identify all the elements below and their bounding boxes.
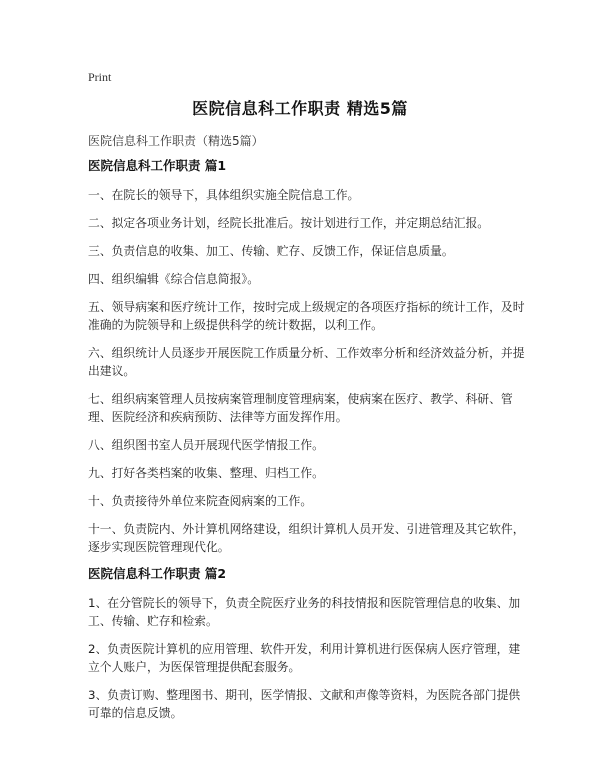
paragraph: 八、组织图书室人员开展现代医学情报工作。 xyxy=(88,438,324,452)
paragraph: 九、打好各类档案的收集、整理、归档工作。 xyxy=(88,466,324,480)
print-link[interactable]: Print xyxy=(88,70,112,84)
section-1 xyxy=(88,158,528,556)
paragraph: 3、负责订购、整理图书、期刊，医学情报、文献和声像等资料，为医院各部门提供可靠的信息反馈。 xyxy=(88,688,521,720)
paragraph: 三、负责信息的收集、加工、传输、贮存、反馈工作，保证信息质量。 xyxy=(88,244,454,258)
paragraph: 六、组织统计人员逐步开展医院工作质量分析、工作效率分析和经济效益分析，并提出建议。 xyxy=(88,346,525,378)
paragraph: 七、组织病案管理人员按病案管理制度管理病案，使病案在医疗、教学、科研、管理、医院经济和疾病预防、法律等方面发挥作用。 xyxy=(88,392,513,424)
paragraph: 1、在分管院长的领导下，负责全院医疗业务的科技情报和医院管理信息的收集、加工、传输、贮存和检索。 xyxy=(88,596,521,628)
document-subtitle: 医院信息科工作职责（精选5篇） xyxy=(88,134,264,148)
paragraph: 十、负责接待外单位来院查阅病案的工作。 xyxy=(88,494,313,508)
section-2 xyxy=(88,566,528,722)
paragraph: 一、在院长的领导下，具体组织实施全院信息工作。 xyxy=(88,188,360,202)
section-heading: 医院信息科工作职责 篇2 xyxy=(88,566,227,581)
paragraph: 二、拟定各项业务计划，经院长批准后。按计划进行工作，并定期总结汇报。 xyxy=(88,216,490,230)
document-body xyxy=(88,158,528,732)
section-heading: 医院信息科工作职责 篇1 xyxy=(88,158,227,173)
paragraph: 五、领导病案和医疗统计工作，按时完成上级规定的各项医疗指标的统计工作，及时准确的为院领导和上级提供科学的统计数据，以利工作。 xyxy=(88,300,525,332)
paragraph: 十一、负责院内、外计算机网络建设，组织计算机人员开发、引进管理及其它软件，逐步实现医院管理现代化。 xyxy=(88,522,525,554)
page-title: 医院信息科工作职责 精选5篇 xyxy=(192,99,408,118)
paragraph: 四、组织编辑《综合信息简报》。 xyxy=(88,272,260,286)
paragraph: 2、负责医院计算机的应用管理、软件开发，利用计算机进行医保病人医疗管理，建立个人账户，为医保管理提供配套服务。 xyxy=(88,642,521,674)
